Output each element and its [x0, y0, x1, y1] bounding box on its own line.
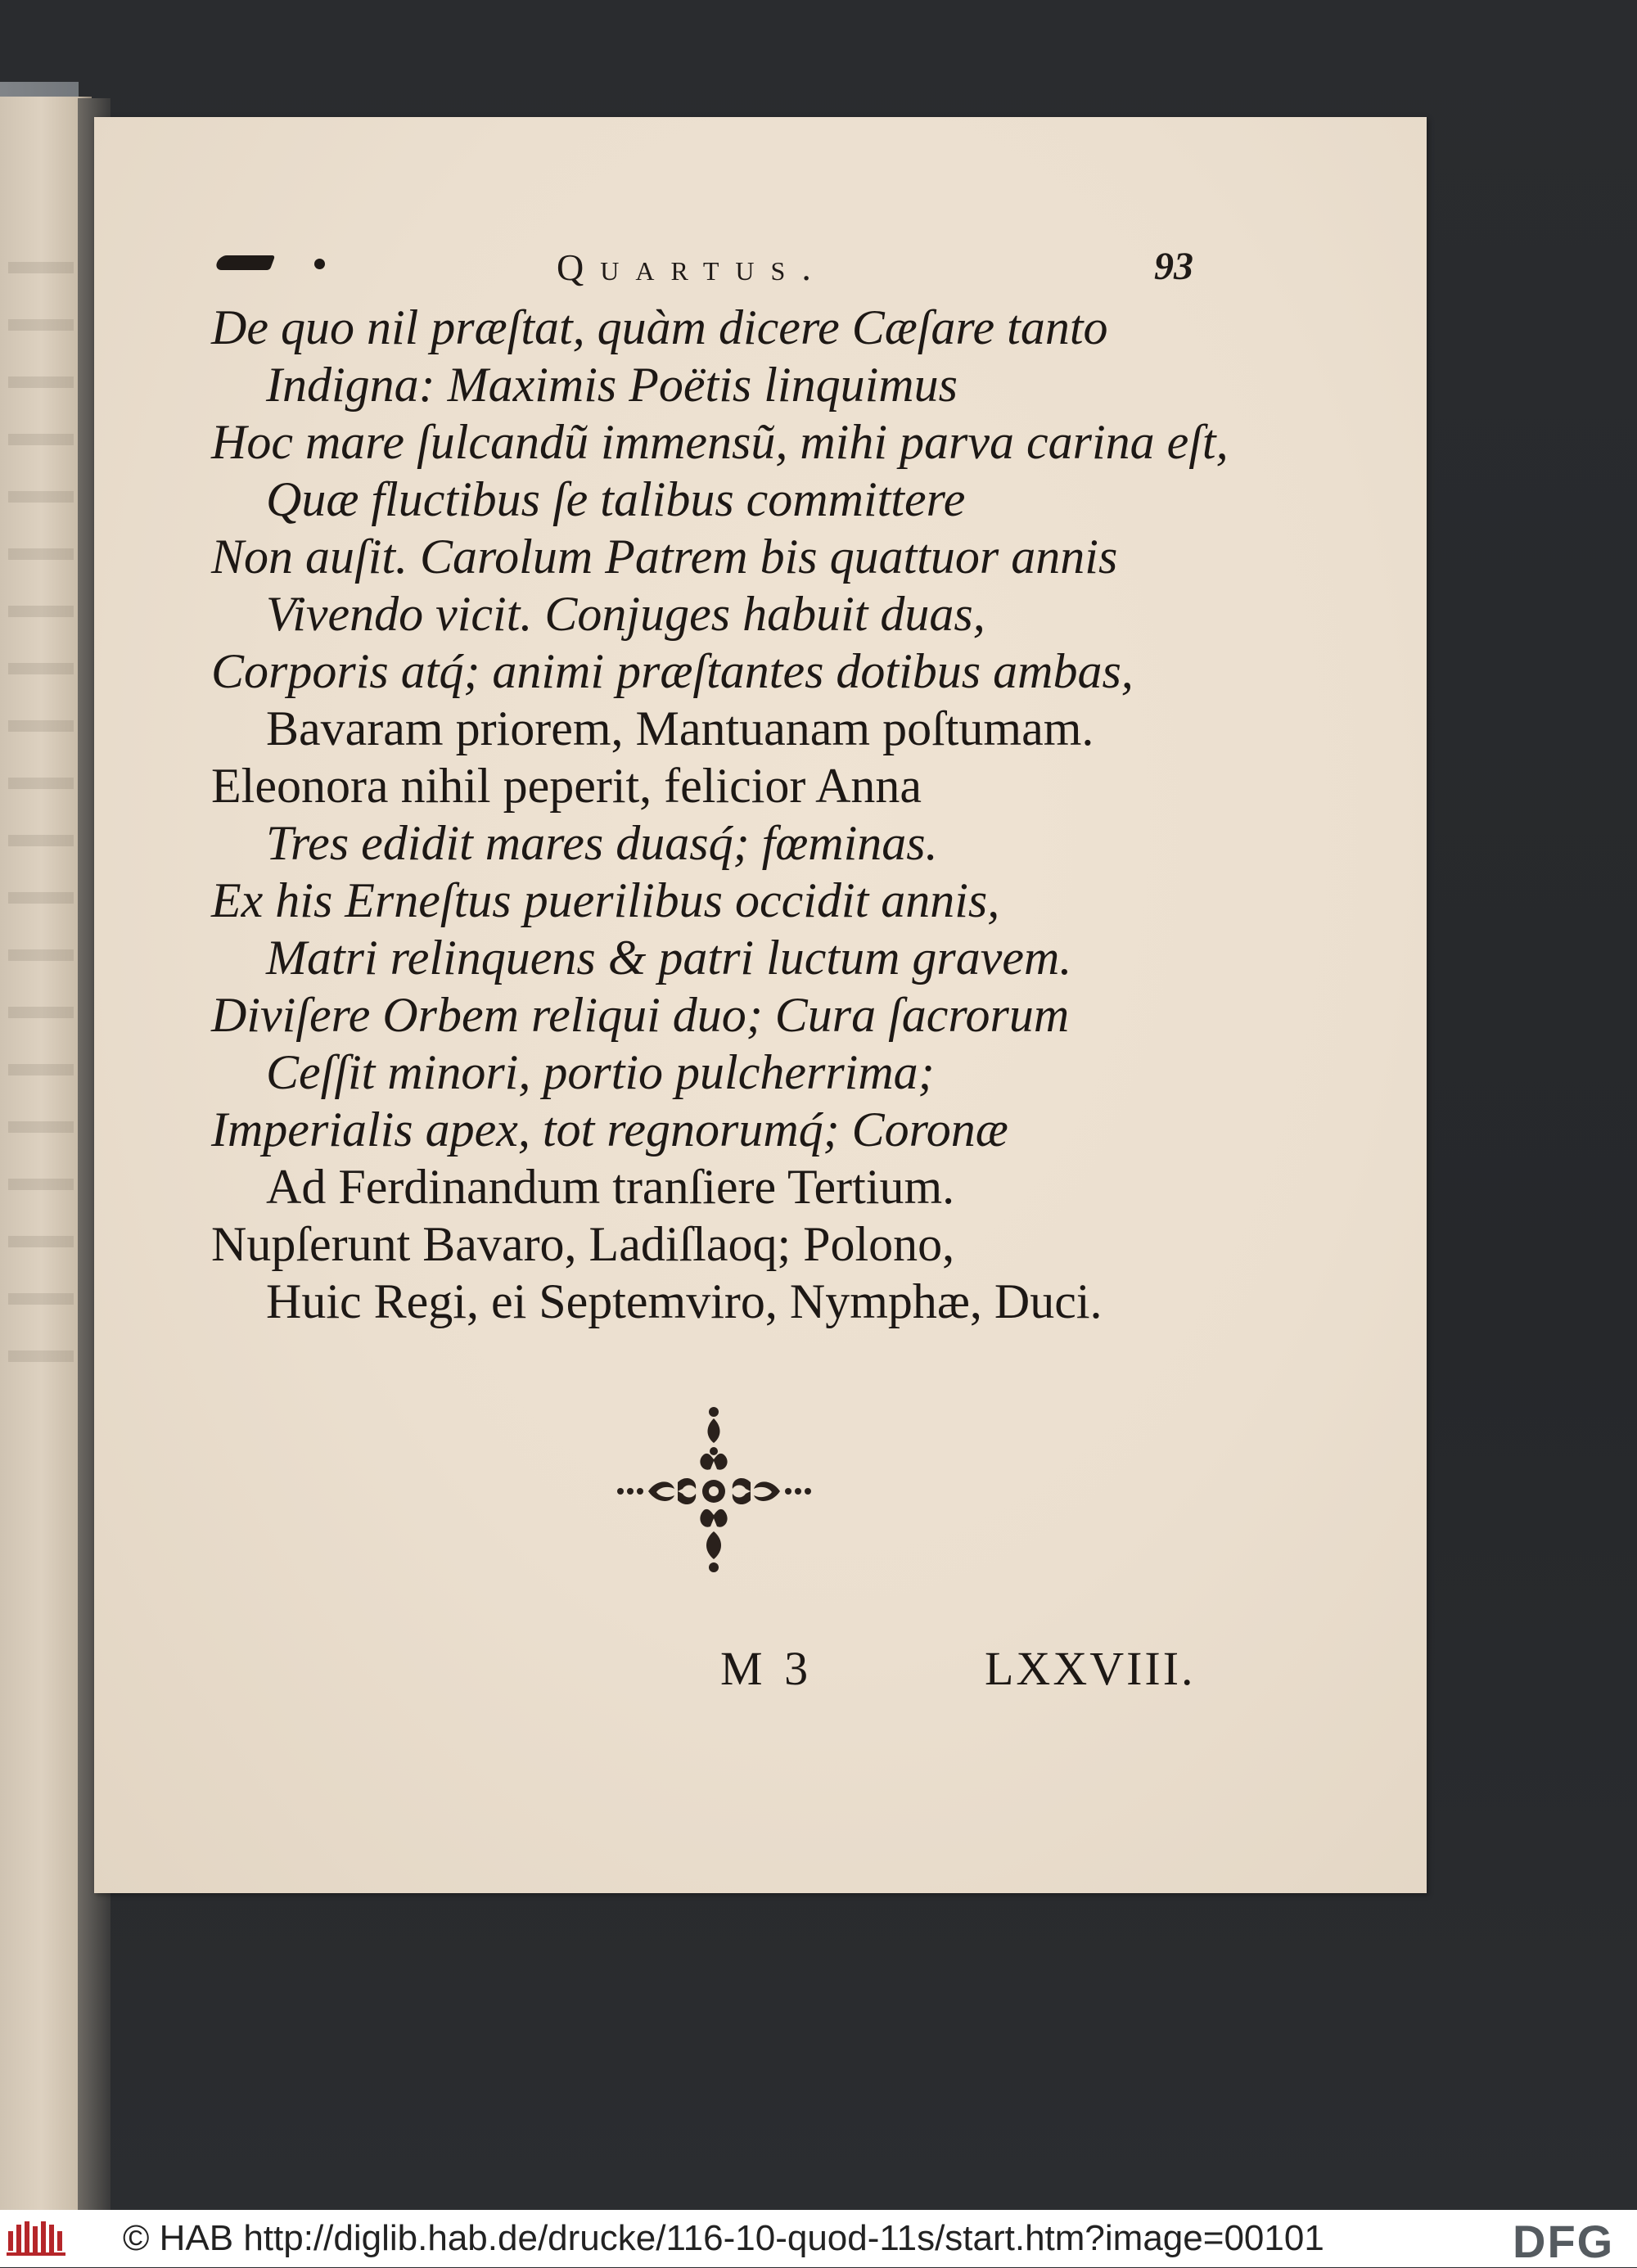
poem-line: Eleonora nihil peperit, felicior Anna	[211, 759, 922, 813]
poem-line: Diviſere Orbem reliqui duo; Cura ſacrorum	[211, 988, 1070, 1042]
page-number: 93	[1154, 245, 1193, 288]
catchword: LXXVIII.	[985, 1642, 1196, 1695]
head-ornament-icon	[214, 255, 276, 270]
poem-line: Corporis atq́; animi præſtantes dotibus ambas,	[211, 644, 1134, 698]
previous-page-bleed	[8, 262, 74, 1367]
head-dot-icon	[314, 259, 325, 269]
bleed-through-mark	[1113, 483, 1170, 524]
poem-line: Indigna: Maximis Poëtis linquimus	[266, 358, 958, 412]
poem-line: Non auſit. Carolum Patrem bis quattuor annis	[211, 530, 1118, 584]
poem-line: Nupſerunt Bavaro, Ladiſlaoq; Polono,	[211, 1217, 955, 1271]
poem-line: Hoc mare ſulcandũ immensũ, mihi parva carina eſt,	[211, 415, 1229, 469]
poem-line: Ceſſit minori, portio pulcherrima;	[266, 1045, 935, 1099]
poem-line: Tres edidit mares duasq́; fœminas.	[266, 816, 938, 870]
hab-logo-icon	[7, 2220, 70, 2257]
dfg-logo: DFG	[1513, 2216, 1615, 2267]
footer-url[interactable]: © HAB http://diglib.hab.de/drucke/116-10-quod-11s/start.htm?image=00101	[123, 2218, 1324, 2258]
poem-line: Ex his Erneſtus puerilibus occidit annis,	[211, 873, 1000, 927]
poem-line: Matri relinquens & patri luctum gravem.	[266, 931, 1072, 985]
poem-line: Ad Ferdinandum tranſiere Tertium.	[266, 1160, 955, 1214]
running-head: Quartus.	[557, 246, 828, 288]
poem-line: Vivendo vicit. Conjuges habuit duas,	[266, 587, 985, 641]
poem-line: Bavaram priorem, Mantuanam poſtumam.	[266, 701, 1094, 755]
signature-mark: M 3	[720, 1642, 814, 1695]
footer-bar	[0, 2210, 1637, 2267]
poem-line: Imperialis apex, tot regnorumq́; Coronæ	[211, 1102, 1008, 1157]
poem-line: Huic Regi, ei Septemviro, Nymphæ, Duci.	[266, 1274, 1103, 1328]
poem-line: De quo nil præſtat, quàm dicere Cæſare tanto	[211, 300, 1108, 354]
poem-line: Quæ fluctibus ſe talibus committere	[266, 472, 966, 526]
fleuron-ornament-icon	[614, 1404, 814, 1580]
